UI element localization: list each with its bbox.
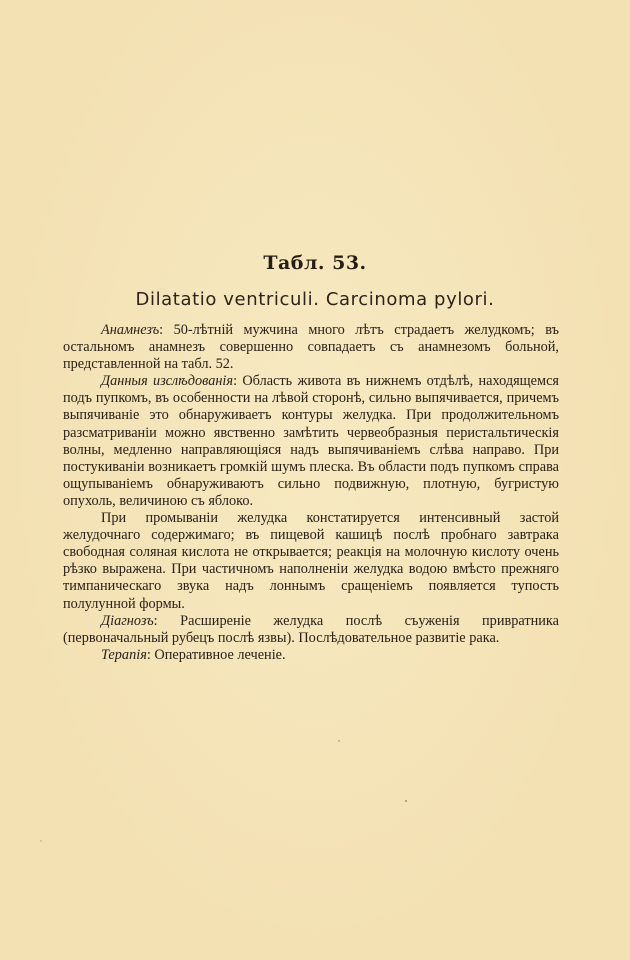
- diagnosis-text: : Расширеніе желудка послѣ съуженія привратника (первоначальный рубецъ послѣ язвы). Послѣдовательное развитіе рака.: [63, 612, 559, 646]
- plate-title: Табл. 53.: [263, 252, 367, 274]
- lavage-text: При промываніи желудка констатируется интенсивный застой желудочнаго содержимаго; въ пищевой кашицѣ послѣ пробнаго завтрака свободная соляная кислота не открывается; реакція на молочную кислоту очень рѣзко выражена. При частичномъ наполненіи желудка водою вмѣсто прежняго тимпаническаго звука надъ лоннымъ сращеніемъ появляется тупость полулунной формы.: [63, 510, 559, 612]
- paragraph-examination: [63, 373, 559, 510]
- case-description: [63, 322, 559, 664]
- paragraph-diagnosis: [63, 613, 559, 647]
- examination-label: Данныя изслѣдованія: [101, 373, 234, 390]
- therapy-text: : Оперативное леченіе.: [146, 646, 286, 663]
- plate-subtitle: Dilatatio ventriculi. Carcinoma pylori.: [135, 289, 495, 310]
- paper-speck: [338, 740, 340, 742]
- paragraph-lavage: [63, 510, 559, 613]
- examination-text: : Область живота въ нижнемъ отдѣлѣ, находящемся подъ пупкомъ, въ особенности на лѣвой сторонѣ, сильно выпячивается, причемъ выпячиваніе это обнаруживаетъ контуры желудка. При продолжительномъ разсматриваніи можно явственно замѣтить червеобразныя перистальтическія волны, медленно направляющіяся надъ выпячиваніемъ слѣва направо. При постукиваніи возникаетъ громкій шумъ плеска. Въ области подъ пупкомъ справа ощупываніемъ обнаруживаютъ сильно подвижную, плотную, бугристую опухоль, величиною съ яблоко.: [63, 373, 559, 509]
- diagnosis-label: Діагнозъ: [101, 612, 154, 629]
- anamnesis-text: : 50-лѣтній мужчина много лѣтъ страдаетъ желудкомъ; въ остальномъ анамнезъ совершенно совпадаетъ съ анамнезомъ больной, представленной на табл. 52.: [63, 322, 559, 373]
- paper-speck: [405, 800, 407, 802]
- paragraph-anamnesis: [63, 322, 559, 373]
- paragraph-therapy: [63, 647, 559, 664]
- anamnesis-label: Анамнезъ: [101, 322, 160, 338]
- paper-speck: [40, 840, 42, 842]
- therapy-label: Терапія: [101, 646, 147, 663]
